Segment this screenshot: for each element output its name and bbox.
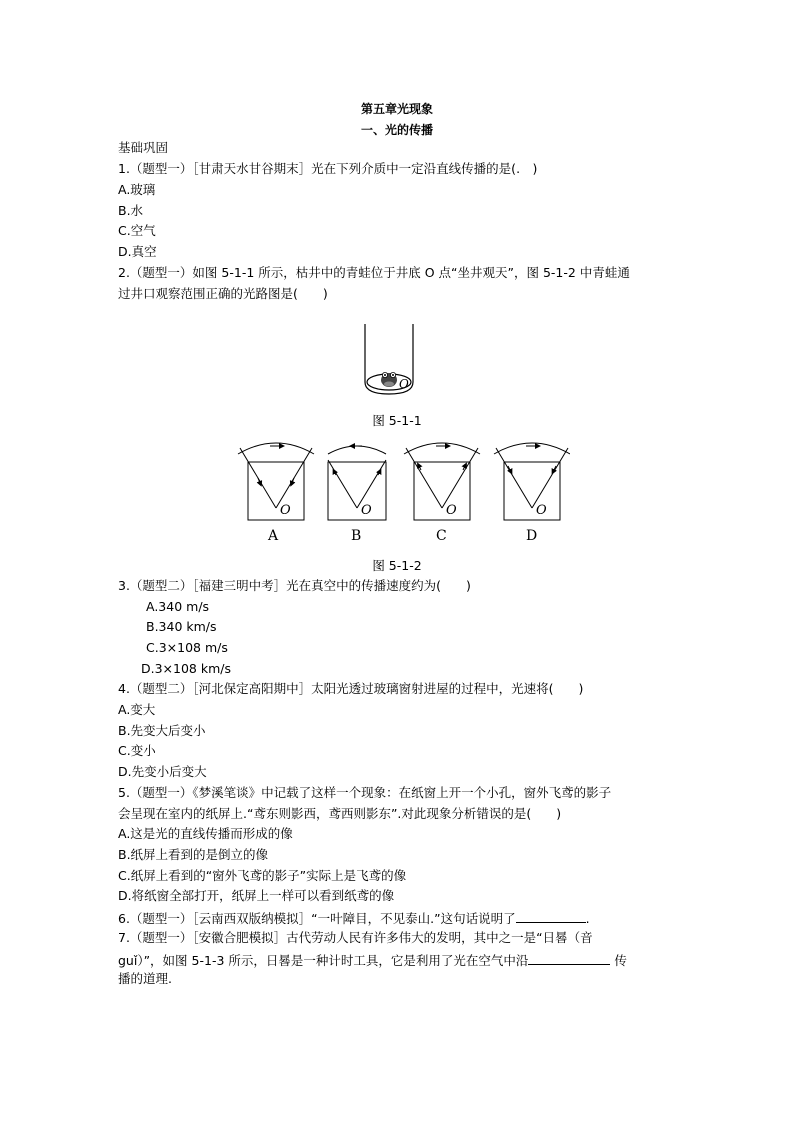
- question-6-end: .: [585, 911, 590, 926]
- question-7-line-2-text: guǐ）”，如图 5-1-3 所示，日晷是一种计时工具，它是利用了光在空气中沿: [118, 953, 529, 968]
- question-5-option-d: D.将纸窗全部打开，纸屏上一样可以看到纸鸢的像: [118, 888, 395, 903]
- question-5-line-2: 会呈现在室内的纸屏上.“鸢东则影西，鸢西则影东”.对此现象分析错误的是( ): [118, 806, 562, 821]
- question-1-option-a: A.玻璃: [118, 182, 156, 197]
- section-label: 基础巩固: [118, 140, 169, 155]
- section-title: 一、光的传播: [360, 123, 433, 137]
- panel-c: [404, 443, 480, 544]
- panel-c-o: O: [446, 503, 457, 518]
- question-5-option-a: A.这是光的直线传播而形成的像: [118, 826, 293, 841]
- question-1-option-c: C.空气: [118, 223, 156, 238]
- question-3-option-d: D.3×108 km/s: [141, 661, 231, 676]
- question-5-option-c: C.纸屏上看到的“窗外飞鸢的影子”实际上是飞鸢的像: [118, 868, 407, 883]
- question-1-option-b: B.水: [118, 203, 144, 218]
- question-3-stem: 3.（题型二）［福建三明中考］光在真空中的传播速度约为( ): [118, 578, 471, 593]
- panel-b: [328, 446, 386, 544]
- question-6-answer-blank[interactable]: [516, 909, 586, 923]
- panel-c-letter: C: [436, 528, 447, 544]
- question-3-option-c: C.3×108 m/s: [146, 640, 228, 655]
- question-1-end: . ): [516, 161, 538, 176]
- panel-d-letter: D: [526, 528, 538, 544]
- question-4-stem: 4.（题型二）［河北保定高阳期中］太阳光透过玻璃窗射进屋的过程中，光速将( ): [118, 681, 584, 696]
- question-4-option-b: B.先变大后变小: [118, 723, 206, 738]
- chapter-title: 第五章光现象: [360, 102, 433, 116]
- question-7-line-2-end: 传: [614, 953, 627, 968]
- question-3-option-b: B.340 km/s: [146, 619, 217, 634]
- figure-2-caption: 图 5-1-2: [372, 558, 422, 573]
- question-5-option-b: B.纸屏上看到的是倒立的像: [118, 847, 269, 862]
- panel-a: [238, 443, 314, 544]
- question-2-line-2: 过井口观察范围正确的光路图是( ): [118, 286, 328, 301]
- panel-b-letter: B: [351, 528, 362, 544]
- question-1-text: 1.（题型一）［甘肃天水甘谷期末］光在下列介质中一定沿直线传播的是(: [118, 161, 517, 176]
- question-7-line-2: [118, 951, 627, 969]
- question-7-line-3: 播的道理.: [118, 971, 172, 986]
- figure-well-frog: [355, 322, 425, 398]
- figure-1-point-o: O: [399, 377, 409, 391]
- panel-d: [494, 443, 570, 544]
- figure-1-caption: 图 5-1-1: [372, 413, 422, 428]
- panel-a-o: O: [280, 503, 291, 518]
- question-1-stem: [118, 161, 537, 177]
- question-2-line-1: 2.（题型一）如图 5-1-1 所示，枯井中的青蛙位于井底 O 点“坐井观天”，图 5-1-2 中青蛙通: [118, 265, 630, 280]
- frog-icon: [381, 372, 397, 387]
- question-3-option-a: A.340 m/s: [146, 599, 210, 614]
- question-4-option-d: D.先变小后变大: [118, 764, 207, 779]
- panel-b-o: O: [361, 503, 372, 518]
- question-6-text: 6.（题型一）［云南西双版纳模拟］“一叶障目，不见泰山.”这句话说明了: [118, 911, 516, 926]
- panel-a-letter: A: [268, 528, 279, 544]
- question-7-answer-blank[interactable]: [528, 951, 610, 965]
- question-4-option-a: A.变大: [118, 702, 156, 717]
- question-4-option-c: C.变小: [118, 743, 156, 758]
- question-7-line-1: 7.（题型一）［安徽合肥模拟］古代劳动人民有许多伟大的发明，其中之一是“日晷（音: [118, 930, 593, 945]
- question-5-line-1: 5.（题型一）《梦溪笔谈》中记载了这样一个现象：在纸窗上开一个小孔，窗外飞鸢的影子: [118, 785, 612, 800]
- question-6: [118, 909, 590, 927]
- panel-d-o: O: [536, 503, 547, 518]
- question-1-option-d: D.真空: [118, 244, 157, 259]
- figure-light-paths: [230, 440, 570, 545]
